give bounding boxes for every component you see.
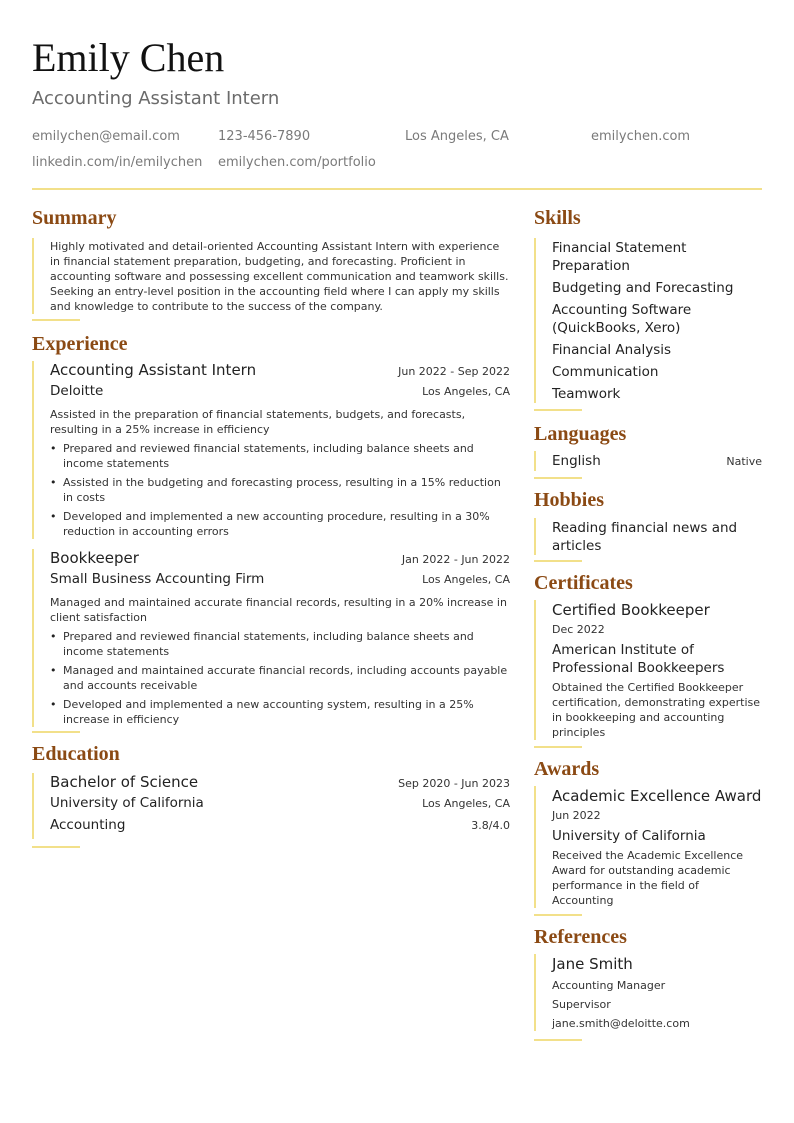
hobby-item: Reading financial news and articles — [552, 520, 738, 554]
awards-section — [534, 757, 762, 916]
school-location: Los Angeles, CA — [422, 797, 510, 810]
section-divider — [534, 560, 582, 562]
summary-block — [32, 238, 510, 314]
reference-entry — [534, 954, 762, 1031]
skills-title: Skills — [534, 207, 581, 229]
job-location: Los Angeles, CA — [422, 385, 510, 398]
certificate-description: Obtained the Certified Bookkeeper certification, demonstrating expertise in bookkeeping and accounting principles — [552, 681, 761, 739]
award-issuer: University of California — [552, 828, 706, 844]
references-section — [534, 925, 762, 1041]
bullet-icon: • — [50, 664, 57, 677]
field-of-study: Accounting — [50, 817, 126, 833]
certificate-name: Certified Bookkeeper — [552, 601, 710, 619]
bullet-icon: • — [50, 630, 57, 643]
job-bullets — [50, 629, 510, 727]
bullet-icon: • — [50, 698, 57, 711]
header-divider — [32, 188, 762, 190]
hobbies-title: Hobbies — [534, 489, 605, 511]
references-title: References — [534, 926, 627, 948]
job-bullet: • Prepared and reviewed financial statements, including balance sheets and income statements — [50, 630, 474, 658]
award-entry — [534, 786, 762, 908]
education-title: Education — [32, 743, 120, 765]
candidate-name: Emily Chen — [32, 35, 225, 80]
summary-title: Summary — [32, 207, 117, 229]
section-divider — [32, 731, 80, 733]
job-bullet: • Developed and implemented a new accounting system, resulting in a 25% increase in efficiency — [50, 698, 474, 726]
skill-item: Financial Statement Preparation — [552, 240, 687, 274]
certificate-entry — [534, 600, 762, 740]
skill-item: Teamwork — [552, 386, 621, 402]
contact-portfolio[interactable]: emilychen.com/portfolio — [218, 155, 376, 170]
contact-website[interactable]: emilychen.com — [591, 129, 691, 144]
section-divider — [534, 914, 582, 916]
bullet-icon: • — [50, 510, 57, 523]
job-company: Small Business Accounting Firm — [50, 571, 265, 587]
job-bullet: • Managed and maintained accurate financial records, including accounts payable and accounts receivable — [50, 664, 508, 692]
certificate-date: Dec 2022 — [552, 623, 605, 636]
contact-phone[interactable]: 123-456-7890 — [218, 129, 311, 144]
languages-section — [534, 422, 762, 479]
candidate-role: Accounting Assistant Intern — [32, 88, 280, 109]
school: University of California — [50, 795, 204, 811]
job-bullet: • Developed and implemented a new accounting procedure, resulting in a 30% reduction in accounting errors — [50, 510, 490, 538]
reference-email[interactable]: jane.smith@deloitte.com — [552, 1017, 690, 1030]
languages-title: Languages — [534, 423, 627, 445]
bullet-icon: • — [50, 476, 57, 489]
language-name: English — [552, 453, 601, 469]
certificates-section — [534, 571, 762, 748]
job-company: Deloitte — [50, 383, 104, 399]
main-column — [32, 206, 510, 848]
skill-item: Budgeting and Forecasting — [552, 280, 734, 296]
language-level: Native — [726, 454, 762, 468]
bullet-icon: • — [50, 442, 57, 455]
job-description: Assisted in the preparation of financial statements, budgets, and forecasts, resulting in a 25% increase in efficiency — [50, 408, 466, 436]
degree: Bachelor of Science — [50, 773, 199, 791]
section-divider — [32, 319, 80, 321]
section-divider — [32, 846, 80, 848]
job-bullets — [50, 441, 510, 539]
section-divider — [534, 477, 582, 479]
language-entry — [534, 451, 762, 471]
certificate-issuer: American Institute of Professional Bookkeepers — [552, 642, 725, 676]
summary-text: Highly motivated and detail-oriented Accounting Assistant Intern with experience in financial statement preparation, budgeting, and forecasting. Proficient in accounting software and possessing excellent communication and teamwork skills. Seeking an entry-level position in the accounting field where I can apply my skills and knowledge to contribute to the success of the company. — [50, 240, 509, 313]
skill-item: Financial Analysis — [552, 342, 672, 358]
education-entry — [32, 773, 510, 839]
contact-linkedin[interactable]: linkedin.com/in/emilychen — [32, 155, 203, 170]
job-title: Accounting Assistant Intern — [50, 361, 257, 379]
job-entry — [32, 361, 510, 539]
job-bullet: • Assisted in the budgeting and forecasting process, resulting in a 15% reduction in costs — [50, 476, 501, 504]
reference-name: Jane Smith — [552, 955, 633, 973]
job-description: Managed and maintained accurate financial records, resulting in a 20% increase in client satisfaction — [50, 596, 507, 624]
hobbies-section — [534, 488, 762, 562]
job-title: Bookkeeper — [50, 549, 139, 567]
award-description: Received the Academic Excellence Award for outstanding academic performance in the field of Accounting — [552, 849, 744, 907]
experience-section — [32, 332, 510, 733]
experience-title: Experience — [32, 333, 128, 355]
gpa: 3.8/4.0 — [471, 819, 510, 832]
job-dates: Jan 2022 - Jun 2022 — [401, 553, 510, 566]
education-section — [32, 742, 510, 848]
hobbies-list — [534, 518, 762, 555]
summary-section — [32, 206, 510, 321]
certificates-title: Certificates — [534, 572, 633, 594]
job-bullet: • Prepared and reviewed financial statements, including balance sheets and income statements — [50, 442, 474, 470]
contact-email[interactable]: emilychen@email.com — [32, 129, 180, 144]
skill-item: Communication — [552, 364, 659, 380]
section-divider — [534, 409, 582, 411]
job-entry — [32, 549, 510, 727]
section-divider — [534, 1039, 582, 1041]
skills-section — [534, 206, 762, 411]
awards-title: Awards — [534, 758, 600, 780]
skill-item: Accounting Software (QuickBooks, Xero) — [552, 302, 692, 336]
skills-list — [534, 238, 762, 403]
reference-relation: Supervisor — [552, 998, 611, 1011]
reference-position: Accounting Manager — [552, 979, 666, 992]
job-dates: Jun 2022 - Sep 2022 — [398, 365, 510, 378]
contact-location: Los Angeles, CA — [405, 129, 509, 144]
section-divider — [534, 746, 582, 748]
side-column — [534, 206, 762, 1041]
education-dates: Sep 2020 - Jun 2023 — [398, 777, 510, 790]
award-name: Academic Excellence Award — [552, 787, 762, 805]
job-location: Los Angeles, CA — [422, 573, 510, 586]
award-date: Jun 2022 — [552, 809, 601, 822]
